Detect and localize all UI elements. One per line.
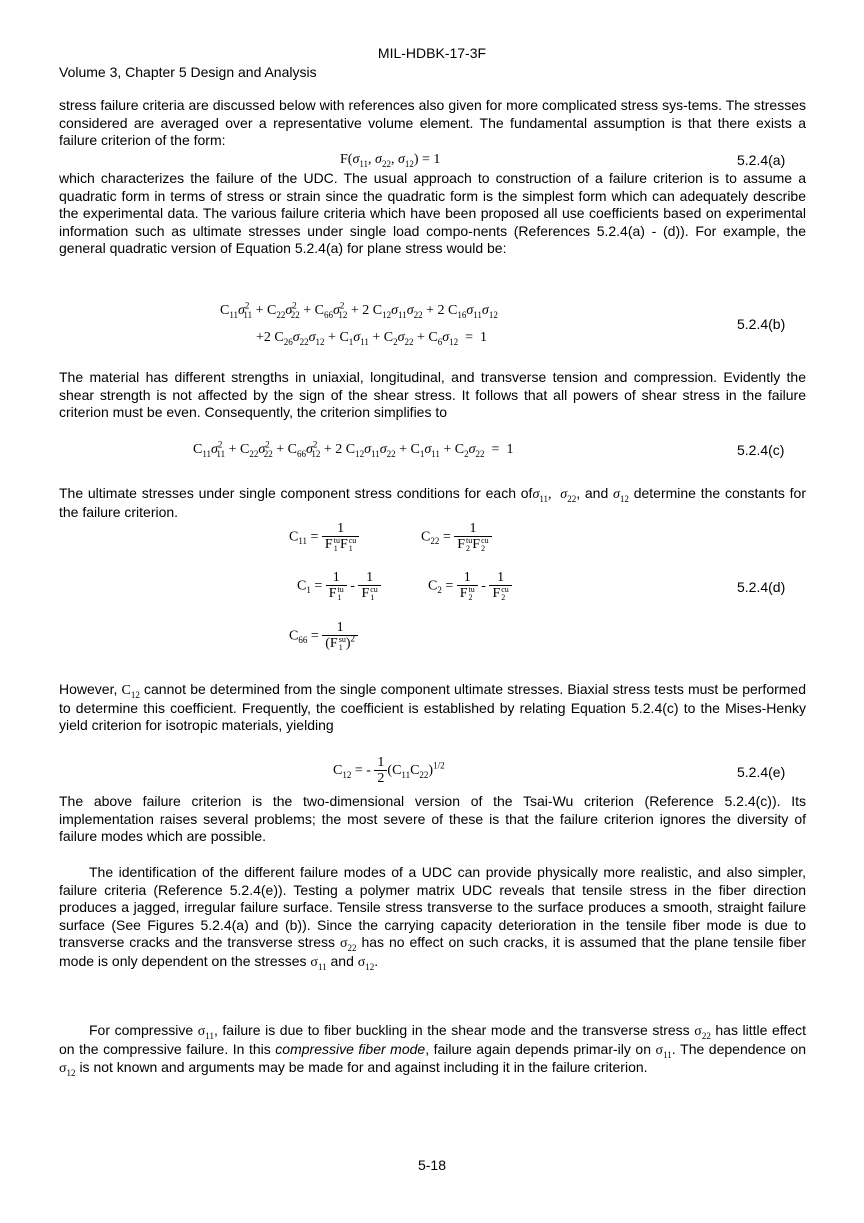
equation-number-e: 5.2.4(e) <box>737 764 786 780</box>
equation-e: $C_{12}$ = - $\frac{1}{2}$ $(C_{11}C_{22})^{1/2}$ <box>333 755 445 786</box>
p5-text-b: cannot be determined from the single component ultimate stresses. Biaxial stress tests must be performed to determine this coefficient. Frequently, the coefficient is established by relating Equation 5.2.4(c) to the Mises-Henky yield criterion for isotropic materials, yielding <box>59 681 807 734</box>
paragraph-intro: stress failure criteria are discussed below with references also given for more complicated stress sys-tems. The stresses considered are averaged over a representative volume element. The fundamental assumption is that there exists a failure criterion of the form: <box>59 97 806 149</box>
p8-text-f: is not known and arguments may be made for and against including it in the failure criterion. <box>79 1059 648 1076</box>
p4-text-c: determine the constants for the failure criterion. <box>59 485 807 520</box>
equation-number-a: 5.2.4(a) <box>737 152 786 168</box>
equation-number-d: 5.2.4(d) <box>737 579 786 595</box>
paragraph-failure-modes: The identification of the different failure modes of a UDC can provide physically more realistic, and also simpler, failure criteria (Reference 5.2.4(e)). Testing a polymer matrix UDC reveals that tensile stress in the fiber direction produces a jagged, irregular failure surface. Tensile stress transverse to the surface produces a smooth, straight failure surface (See Figures 5.2.4(a) and (b)). Since the carrying capacity deterioration in the tensile fiber mode is due to transverse cracks and the transverse stress $\sigma_{22}$ has no effect on such cracks, it is assumed that the plane tensile fiber mode is only dependent on the stresses $\sigma_{11}$ and $\sigma_{12}$. <box>59 864 807 972</box>
equation-b-line2: +2 $C_{26}\sigma_{22}\sigma_{12} + C_1\sigma_{11} + C_2\sigma_{22} + C_6\sigma_{12} = 1$ <box>256 330 488 347</box>
equation-number-b: 5.2.4(b) <box>737 316 786 332</box>
p4-text-b: , and <box>576 485 609 501</box>
paragraph-material-strengths: The material has different strengths in uniaxial, longitudinal, and transverse tension and compression. Evidently the shear strength is not affected by the sign of the shear stress. It follows that all powers of shear stress in the failure criterion must be even. Consequently, the criterion simplifies to <box>59 369 806 421</box>
sigma-11-comp: $\sigma_{11}$ <box>197 1024 214 1041</box>
equation-d-c1: $C_1$ = 1 F tu 1 - 1 F cu 1 <box>297 570 381 602</box>
equation-c: $C_{11}\sigma^2_{11} + C_{22}\sigma^2_{22} + C_{66}\sigma^2_{12} + 2$ $C_{12}\sigma_{11}\sigma_{22} + C_1\sigma_{11} + C_2\sigma_{22} = 1$ <box>193 439 514 459</box>
p5-text-a: However, <box>59 681 118 697</box>
p4-text-a: The ultimate stresses under single component stress conditions for each of <box>59 485 533 501</box>
paragraph-compressive <box>59 1022 806 1078</box>
sigma-12: $\sigma_{12}$ <box>613 487 629 504</box>
p7-text-b: has no effect on such cracks, it is assumed that the plane tensile fiber mode is only dependent on the stresses <box>59 934 807 969</box>
page-number: 5-18 <box>417 1157 447 1173</box>
paragraph-c12 <box>59 681 806 735</box>
sigma-11-ref: $\sigma_{11}$ <box>310 954 327 972</box>
c12-symbol: $C_{12}$ <box>121 683 140 700</box>
p8-text-a: For compressive <box>89 1022 194 1038</box>
equation-d-c22: $C_{22}$ = 1 F tu 2 F cu 2 <box>421 521 492 553</box>
paragraph-ultimate-stresses <box>59 485 806 521</box>
paragraph-tsai-wu: The above failure criterion is the two-dimensional version of the Tsai-Wu criterion (Reference 5.2.4(c)). Its implementation raises several problems; the most severe of these is that the failure criterion ignores the diversity of failure modes which are possible. <box>59 793 806 845</box>
p8-text-e: . The dependence on <box>671 1040 806 1057</box>
sigma-22-comp: $\sigma_{22}$ <box>694 1024 711 1041</box>
sigma-12-ref: $\sigma_{12}$ <box>357 954 375 972</box>
p8-text-d: , failure again depends primar-ily on <box>425 1040 651 1057</box>
p7-text-c: and <box>330 952 354 969</box>
p7-text-a: The identification of the different failure modes of a UDC can provide physically more realistic, and also simpler, failure criteria (Reference 5.2.4(e)). Testing a polymer matrix UDC reveals that tensile stress in the fiber direction produces a jagged, irregular failure surface. Tensile stress transverse to the surface produces a smooth, straight failure surface (See Figures 5.2.4(a) and (b)). Since the carrying capacity deterioration in the tensile fiber mode is due to transverse cracks and the transverse stress <box>59 864 806 951</box>
sigma-22-ref: $\sigma_{22}$ <box>339 936 357 954</box>
p8-text-b: , failure is due to fiber buckling in the shear mode and the transverse stress <box>213 1022 690 1038</box>
equation-d-c11: $C_{11}$ = 1 F tu 1 F cu 1 <box>289 521 359 553</box>
equation-number-c: 5.2.4(c) <box>737 442 785 458</box>
equation-a: $F(\sigma_{11}$, $\sigma_{22}$, $\sigma_{12}) = 1$ <box>340 152 441 169</box>
paragraph-quadratic: which characterizes the failure of the UDC. The usual approach to construction of a failure criterion is to assume a quadratic form in terms of stress or strain since the quadratic form is the simplest form which can adequately describe the experimental data. The various failure criteria which have been proposed all use coefficients based on experimental information such as ultimate stresses under single load compo-nents (References 5.2.4(a) - (d)). For example, the general quadratic version of Equation 5.2.4(a) for plane stress would be: <box>59 170 806 257</box>
sigma-12-dep: $\sigma_{12}$ <box>59 1061 76 1078</box>
equation-b-line1: $C_{11}\sigma^2_{11} + C_{22}\sigma^2_{22} + C_{66}\sigma^2_{12} + 2$ $C_{12}\sigma_{11}\sigma_{22} + 2$ $C_{16}\sigma_{11}\sigma_{12}$ <box>220 300 498 320</box>
section-header: Volume 3, Chapter 5 Design and Analysis <box>59 64 317 80</box>
p8-text-c: has little effect on the compressive failure. In this <box>59 1022 806 1057</box>
sigma-11-dep: $\sigma_{11}$ <box>655 1042 672 1060</box>
document-id: MIL-HDBK-17-3F <box>377 45 487 61</box>
sigma-11: $\sigma_{11}$, $\sigma_{22}$ <box>532 487 577 504</box>
equation-d-c66: $C_{66}$ = 1 (F su 1 )$^2$ <box>289 620 358 652</box>
equation-d-c2: $C_2$ = 1 F tu 2 - 1 F cu 2 <box>428 570 512 602</box>
compressive-fiber-mode: compressive fiber mode <box>275 1040 426 1057</box>
